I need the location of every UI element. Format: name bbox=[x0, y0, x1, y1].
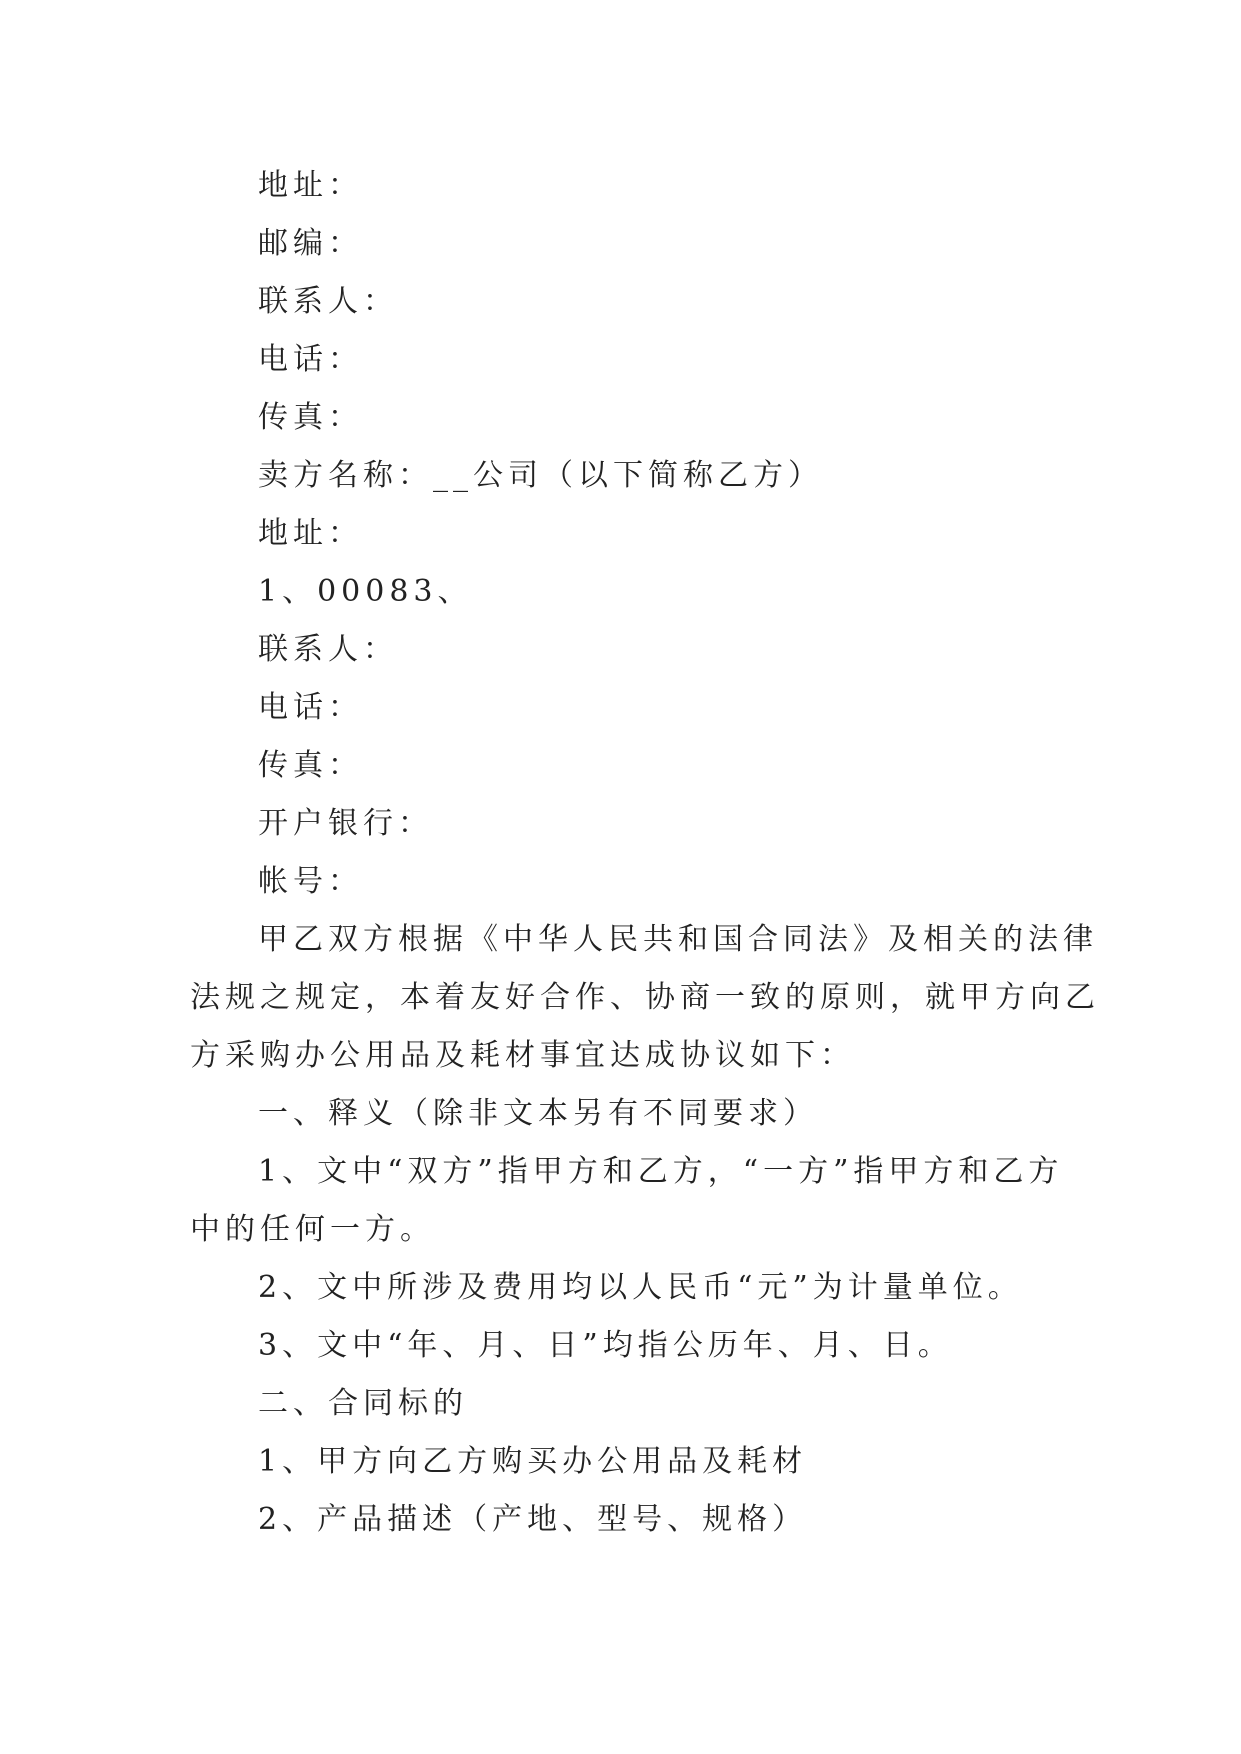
section-2-item-2: 2、产品描述（产地、型号、规格） bbox=[258, 1502, 808, 1537]
section-1-item-1-line-1: 1、文中“双方”指甲方和乙方，“一方”指甲方和乙方 bbox=[258, 1154, 1064, 1189]
buyer-fax-label: 传真： bbox=[258, 400, 363, 435]
section-1-item-2: 2、文中所涉及费用均以人民币“元”为计量单位。 bbox=[258, 1270, 1023, 1305]
seller-name-line: 卖方名称：__公司（以下简称乙方） bbox=[258, 458, 823, 493]
section-2-item-1: 1、甲方向乙方购买办公用品及耗材 bbox=[258, 1444, 808, 1479]
preamble-line-2: 法规之规定，本着友好合作、协商一致的原则，就甲方向乙 bbox=[190, 980, 1100, 1015]
buyer-phone-label: 电话： bbox=[258, 342, 363, 377]
seller-postcode-line: 1、00083、 bbox=[258, 574, 473, 609]
preamble-line-1: 甲乙双方根据《中华人民共和国合同法》及相关的法律 bbox=[258, 922, 1098, 957]
section-1-item-1-line-2: 中的任何一方。 bbox=[190, 1212, 435, 1247]
section-1-item-3: 3、文中“年、月、日”均指公历年、月、日。 bbox=[258, 1328, 953, 1363]
seller-bank-label: 开户银行： bbox=[258, 806, 433, 841]
buyer-address-label: 地址： bbox=[258, 168, 363, 203]
section-1-heading: 一、释义（除非文本另有不同要求） bbox=[258, 1096, 818, 1131]
seller-account-label: 帐号： bbox=[258, 864, 363, 899]
preamble-line-3: 方采购办公用品及耗材事宜达成协议如下： bbox=[190, 1038, 855, 1073]
buyer-contact-label: 联系人： bbox=[258, 284, 398, 319]
seller-address-label: 地址： bbox=[258, 516, 363, 551]
section-2-heading: 二、合同标的 bbox=[258, 1386, 468, 1421]
seller-contact-label: 联系人： bbox=[258, 632, 398, 667]
seller-fax-label: 传真： bbox=[258, 748, 363, 783]
buyer-postcode-label: 邮编： bbox=[258, 226, 363, 261]
seller-phone-label: 电话： bbox=[258, 690, 363, 725]
